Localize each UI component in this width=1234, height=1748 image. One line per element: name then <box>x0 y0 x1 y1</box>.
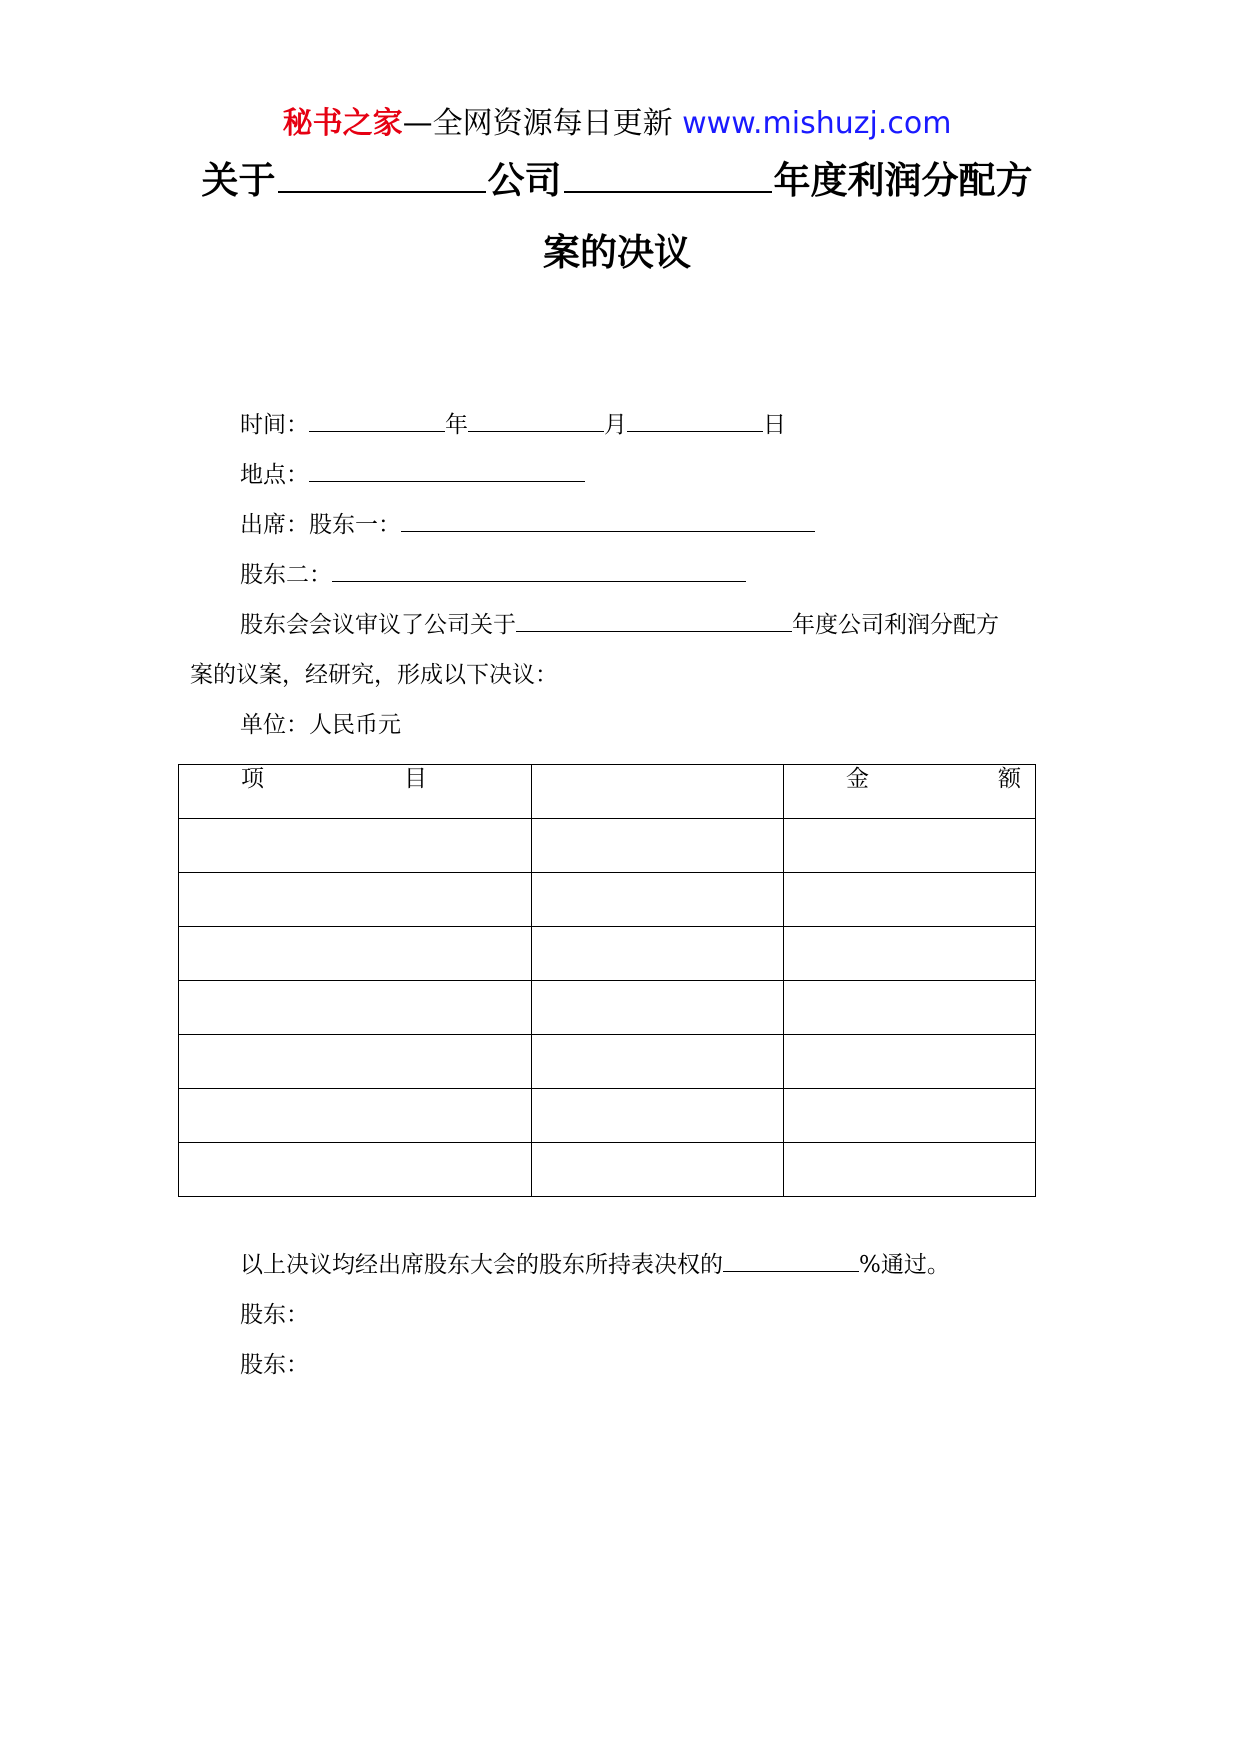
table-row <box>179 1089 1036 1143</box>
approval-start: 以上决议均经出席股东大会的股东所持表决权的 <box>240 1252 723 1278</box>
time-line <box>240 408 786 442</box>
table-row <box>179 819 1036 873</box>
header-amount-cell <box>784 765 1036 819</box>
table-cell[interactable] <box>532 1035 784 1089</box>
table-cell[interactable] <box>532 819 784 873</box>
title-year-blank <box>564 157 772 193</box>
table-cell[interactable] <box>784 1143 1036 1197</box>
shareholder-signature-1: 股东： <box>240 1302 309 1328</box>
title-company-blank <box>278 157 486 193</box>
document-title <box>0 156 1234 206</box>
header-item-char1: 项 <box>241 766 264 792</box>
table-cell[interactable] <box>532 1143 784 1197</box>
shareholder2-label: 股东二： <box>240 562 332 588</box>
table-cell[interactable] <box>179 927 532 981</box>
day-blank <box>627 409 763 432</box>
intro-end: 年度公司利润分配方 <box>792 612 999 638</box>
shareholder1-blank <box>401 509 815 532</box>
brand-name: 秘书之家 <box>282 106 403 141</box>
title-part-about: 关于 <box>201 159 276 202</box>
place-label: 地点： <box>240 462 309 488</box>
title-part-company: 公司 <box>487 159 562 202</box>
header-item-cell <box>179 765 532 819</box>
table-cell[interactable] <box>784 873 1036 927</box>
table-cell[interactable] <box>784 981 1036 1035</box>
table-row <box>179 927 1036 981</box>
day-label: 日 <box>763 412 786 438</box>
shareholder1-label: 股东一： <box>309 512 401 538</box>
resolution-approval-line <box>240 1248 950 1282</box>
attendance-label: 出席： <box>240 512 309 538</box>
place-line <box>240 458 585 492</box>
resolution-intro-line2: 案的议案，经研究，形成以下决议： <box>190 662 558 688</box>
table-row <box>179 981 1036 1035</box>
shareholder2-blank <box>332 559 746 582</box>
document-title-line2: 案的决议 <box>543 231 691 274</box>
table-cell[interactable] <box>532 1089 784 1143</box>
table-row <box>179 1035 1036 1089</box>
table-row <box>179 1143 1036 1197</box>
banner-slogan: —全网资源每日更新 <box>402 106 673 141</box>
table-cell[interactable] <box>179 819 532 873</box>
table-row <box>179 873 1036 927</box>
attendance-line <box>240 508 815 542</box>
table-cell[interactable] <box>532 927 784 981</box>
month-blank <box>468 409 604 432</box>
year-label: 年 <box>445 412 468 438</box>
shareholder-signature-2: 股东： <box>240 1352 309 1378</box>
table-cell[interactable] <box>784 1089 1036 1143</box>
site-url-link[interactable]: www.mishuzj.com <box>682 106 952 141</box>
resolution-intro-line1 <box>240 608 999 642</box>
table-cell[interactable] <box>179 1089 532 1143</box>
table-cell[interactable] <box>179 981 532 1035</box>
year-blank <box>309 409 445 432</box>
month-label: 月 <box>604 412 627 438</box>
time-label: 时间： <box>240 412 309 438</box>
site-banner <box>0 104 1234 144</box>
place-blank <box>309 459 585 482</box>
table-cell[interactable] <box>532 873 784 927</box>
table-cell[interactable] <box>532 981 784 1035</box>
profit-distribution-table <box>178 764 1036 1197</box>
intro-start: 股东会会议审议了公司关于 <box>240 612 516 638</box>
approval-percent-blank <box>723 1249 859 1272</box>
header-amount-char1: 金 <box>846 766 869 792</box>
shareholder2-line <box>240 558 746 592</box>
approval-end: %通过。 <box>859 1252 950 1278</box>
table-cell[interactable] <box>784 1035 1036 1089</box>
table-cell[interactable] <box>179 1035 532 1089</box>
header-empty-cell <box>532 765 784 819</box>
currency-unit: 单位：人民币元 <box>240 712 401 738</box>
table-header-row <box>179 765 1036 819</box>
intro-year-blank <box>516 609 792 632</box>
header-item-char2: 目 <box>404 766 427 792</box>
table-cell[interactable] <box>179 873 532 927</box>
table-cell[interactable] <box>784 927 1036 981</box>
table-cell[interactable] <box>784 819 1036 873</box>
title-part-profit: 年度利润分配方 <box>773 159 1033 202</box>
header-amount-char2: 额 <box>998 766 1021 792</box>
table-cell[interactable] <box>179 1143 532 1197</box>
